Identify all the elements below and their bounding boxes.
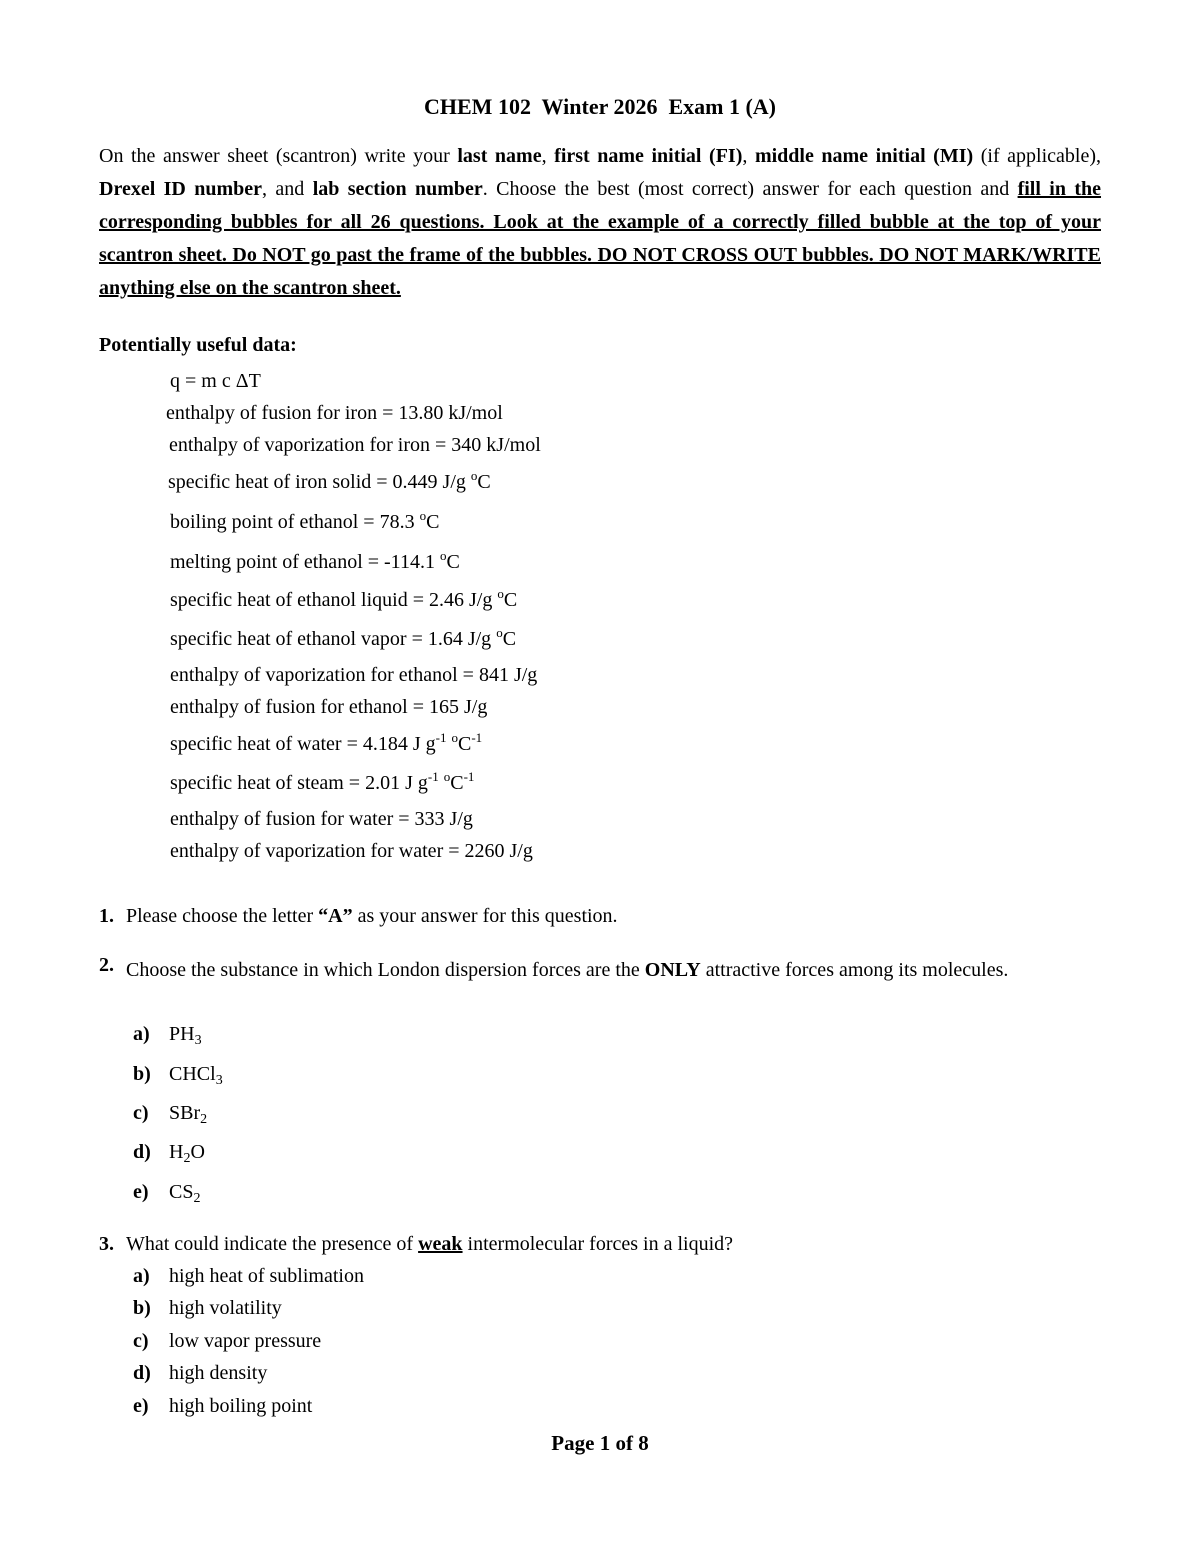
option-letter: d) xyxy=(133,1141,151,1163)
degree-sup: o xyxy=(419,508,427,523)
formula-rest: O xyxy=(190,1141,205,1163)
instr-bold-lab-section: lab section number xyxy=(312,178,483,200)
data-text: specific heat of ethanol liquid = 2.46 J/g xyxy=(170,589,498,611)
data-text: specific heat of steam = 2.01 J g xyxy=(170,772,428,794)
option-letter: a) xyxy=(133,1265,150,1287)
q2-text: Choose the substance in which London dispersion forces are the xyxy=(126,959,645,981)
option-letter: c) xyxy=(133,1330,149,1352)
q1-text: as your answer for this question. xyxy=(352,905,618,927)
instr-underlined-rules: fill in the corresponding bubbles for all 26 questions. Look at the example of a correctly filled bubble at the top of your scantron sheet. Do NOT go past the frame of the bubbles. DO NOT CROSS OUT bubbles. DO NOT MARK/WRITE anything else on the scantron sheet. xyxy=(99,178,1102,299)
data-line xyxy=(170,696,487,719)
data-text: specific heat of water = 4.184 J g xyxy=(170,733,436,755)
formula-subscript: 2 xyxy=(193,1191,201,1206)
data-text: melting point of ethanol = -114.1 xyxy=(170,551,440,573)
data-line xyxy=(170,548,460,574)
instr-text: , xyxy=(742,145,755,167)
data-text: enthalpy of fusion for water = 333 J/g xyxy=(170,808,473,830)
data-unit: C xyxy=(426,511,440,533)
data-line xyxy=(168,468,491,494)
q3-option-a xyxy=(133,1265,364,1288)
option-text: high volatility xyxy=(169,1297,282,1319)
data-line xyxy=(170,808,473,831)
data-line xyxy=(170,625,517,651)
formula: CHCl xyxy=(169,1063,216,1085)
instr-text: . Choose the best (most correct) answer for each question and xyxy=(482,178,1018,200)
data-line xyxy=(170,664,537,687)
data-text: enthalpy of vaporization for water = 2260 J/g xyxy=(170,840,533,862)
data-line xyxy=(169,434,541,457)
q2-option-d xyxy=(133,1141,205,1164)
question-2-number: 2. xyxy=(99,954,114,976)
instr-bold-last-name: last name xyxy=(457,145,542,167)
degree-sup: o xyxy=(443,769,451,784)
data-unit: C xyxy=(457,733,472,755)
data-line xyxy=(166,402,503,425)
question-3-text xyxy=(126,1233,733,1256)
exponent-sup: -1 xyxy=(471,730,483,745)
formula-subscript: 3 xyxy=(194,1033,202,1048)
instr-text: , xyxy=(541,145,555,167)
q3-option-b xyxy=(133,1297,282,1320)
exponent-sup: -1 xyxy=(435,730,447,745)
data-unit: C xyxy=(450,772,464,794)
option-text: high density xyxy=(169,1362,268,1384)
question-1-number: 1. xyxy=(99,905,114,927)
data-text: specific heat of ethanol vapor = 1.64 J/g xyxy=(170,628,497,650)
q2-option-c xyxy=(133,1102,207,1125)
formula-subscript: 2 xyxy=(200,1112,208,1127)
data-line xyxy=(170,370,261,393)
q2-option-b xyxy=(133,1063,223,1086)
q2-option-e xyxy=(133,1181,200,1204)
data-text: q = m c ΔT xyxy=(170,370,261,392)
instr-bold-middle-initial: middle name initial (MI) xyxy=(754,145,974,167)
option-letter: b) xyxy=(133,1063,151,1085)
degree-sup: o xyxy=(496,625,503,640)
instr-bold-first-initial: first name initial (FI) xyxy=(554,145,743,167)
formula-subscript: 3 xyxy=(215,1073,223,1088)
instr-text: (if applicable), xyxy=(973,145,1102,167)
instructions-paragraph xyxy=(99,140,1101,305)
data-line xyxy=(170,508,440,534)
data-line xyxy=(170,586,518,612)
data-unit: C xyxy=(446,551,460,573)
data-unit: C xyxy=(502,628,517,650)
data-text: specific heat of iron solid = 0.449 J/g xyxy=(168,471,471,493)
data-text: enthalpy of vaporization for iron = 340 kJ/mol xyxy=(169,434,541,456)
q3-text: intermolecular forces in a liquid? xyxy=(462,1233,733,1255)
option-text: high boiling point xyxy=(169,1395,313,1417)
option-text: high heat of sublimation xyxy=(169,1265,364,1287)
option-letter: a) xyxy=(133,1023,150,1045)
option-letter: e) xyxy=(133,1395,149,1417)
question-2-text xyxy=(126,954,1101,987)
option-text: low vapor pressure xyxy=(169,1330,322,1352)
exponent-sup: -1 xyxy=(427,769,439,784)
formula: CS xyxy=(169,1181,194,1203)
option-letter: e) xyxy=(133,1181,149,1203)
data-text: enthalpy of fusion for iron = 13.80 kJ/mol xyxy=(166,402,503,424)
data-text: enthalpy of vaporization for ethanol = 841 J/g xyxy=(170,664,538,686)
q3-underlined: weak xyxy=(418,1233,463,1255)
degree-sup: o xyxy=(439,548,447,563)
q3-option-e xyxy=(133,1395,312,1418)
instr-bold-drexel-id: Drexel ID number xyxy=(99,178,263,200)
useful-data-heading: Potentially useful data: xyxy=(99,334,297,356)
q2-text: attractive forces among its molecules. xyxy=(700,959,1009,981)
q1-text: Please choose the letter xyxy=(126,905,319,927)
formula: H xyxy=(169,1141,184,1163)
exam-title: CHEM 102 Winter 2026 Exam 1 (A) xyxy=(424,94,776,119)
data-line xyxy=(170,730,483,756)
exponent-sup: -1 xyxy=(463,769,475,784)
data-text: enthalpy of fusion for ethanol = 165 J/g xyxy=(170,696,488,718)
degree-sup: o xyxy=(451,730,458,745)
data-text: boiling point of ethanol = 78.3 xyxy=(170,511,420,533)
q3-text: What could indicate the presence of xyxy=(126,1233,419,1255)
formula: PH xyxy=(169,1023,195,1045)
data-unit: C xyxy=(477,471,491,493)
page-number-footer: Page 1 of 8 xyxy=(551,1431,649,1455)
option-letter: d) xyxy=(133,1362,151,1384)
q3-option-d xyxy=(133,1362,267,1385)
data-line xyxy=(170,840,533,863)
data-line xyxy=(170,769,475,795)
formula-subscript: 2 xyxy=(183,1151,191,1166)
formula: SBr xyxy=(169,1102,201,1124)
q3-option-c xyxy=(133,1330,321,1353)
degree-sup: o xyxy=(470,468,478,483)
q2-bold: ONLY xyxy=(644,959,701,981)
q1-bold: “A” xyxy=(318,905,353,927)
option-letter: b) xyxy=(133,1297,151,1319)
question-3-number: 3. xyxy=(99,1233,114,1255)
question-1-text xyxy=(126,905,618,928)
q2-option-a xyxy=(133,1023,202,1046)
degree-sup: o xyxy=(497,586,504,601)
instr-text: On the answer sheet (scantron) write your xyxy=(99,145,458,167)
instr-text: , and xyxy=(262,178,313,200)
data-unit: C xyxy=(503,589,518,611)
option-letter: c) xyxy=(133,1102,149,1124)
